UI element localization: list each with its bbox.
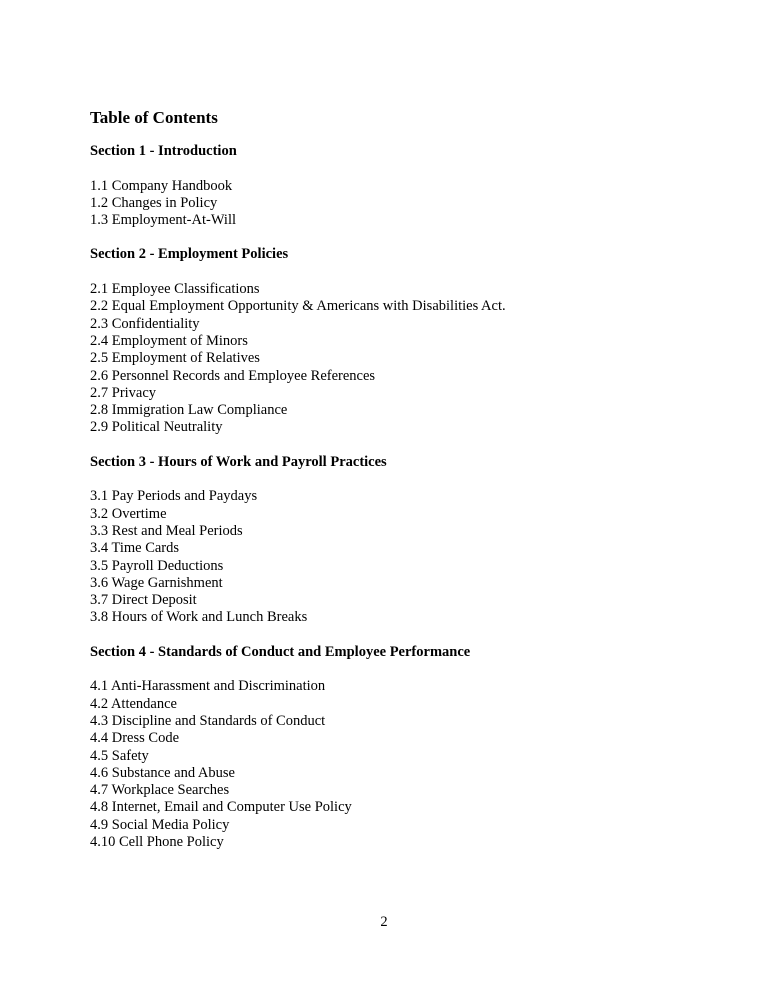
toc-entry: 3.5 Payroll Deductions xyxy=(90,557,224,574)
toc-entry: 3.8 Hours of Work and Lunch Breaks xyxy=(90,609,308,626)
toc-section xyxy=(90,246,710,436)
toc-entry: 4.2 Attendance xyxy=(90,695,177,712)
toc-entry: 2.7 Privacy xyxy=(90,384,157,401)
toc-entry: 2.3 Confidentiality xyxy=(90,315,200,332)
toc-entry: 4.5 Safety xyxy=(90,747,149,764)
section-entry-list xyxy=(90,281,710,437)
toc-entry: 4.1 Anti-Harassment and Discrimination xyxy=(90,678,326,695)
toc-entry: 2.8 Immigration Law Compliance xyxy=(90,402,288,419)
section-entry-list xyxy=(90,488,710,626)
section-heading: Section 1 - Introduction xyxy=(90,143,237,159)
toc-entry: 4.10 Cell Phone Policy xyxy=(90,833,224,850)
toc-entry: 4.6 Substance and Abuse xyxy=(90,764,235,781)
toc-entry: 4.3 Discipline and Standards of Conduct xyxy=(90,712,326,729)
toc-section xyxy=(90,454,710,627)
toc-entry: 4.8 Internet, Email and Computer Use Policy xyxy=(90,799,352,816)
toc-section xyxy=(90,644,710,852)
toc-entry: 4.4 Dress Code xyxy=(90,730,180,747)
toc-entry: 3.7 Direct Deposit xyxy=(90,592,197,609)
toc-entry: 2.9 Political Neutrality xyxy=(90,419,223,436)
toc-entry: 2.6 Personnel Records and Employee References xyxy=(90,367,376,384)
toc-entry: 3.2 Overtime xyxy=(90,505,167,522)
toc-entry: 2.5 Employment of Relatives xyxy=(90,350,260,367)
toc-entry: 4.9 Social Media Policy xyxy=(90,816,230,833)
toc-entry: 2.2 Equal Employment Opportunity & Americans with Disabilities Act. xyxy=(90,298,506,315)
toc-entry: 3.6 Wage Garnishment xyxy=(90,574,223,591)
toc-entry: 1.3 Employment-At-Will xyxy=(90,212,237,229)
section-heading: Section 2 - Employment Policies xyxy=(90,246,289,263)
toc-title: Table of Contents xyxy=(90,108,218,127)
toc-entry: 1.2 Changes in Policy xyxy=(90,194,218,211)
table-of-contents xyxy=(90,108,710,868)
toc-entry: 2.4 Employment of Minors xyxy=(90,332,248,349)
toc-entry: 3.3 Rest and Meal Periods xyxy=(90,522,243,539)
toc-sections xyxy=(90,143,710,851)
toc-entry: 2.1 Employee Classifications xyxy=(90,281,260,298)
page-number: 2 xyxy=(380,914,388,930)
toc-entry: 3.1 Pay Periods and Paydays xyxy=(90,488,258,505)
section-heading: Section 3 - Hours of Work and Payroll Practices xyxy=(90,453,387,470)
toc-entry: 1.1 Company Handbook xyxy=(90,177,233,194)
toc-section xyxy=(90,143,710,229)
toc-entry: 4.7 Workplace Searches xyxy=(90,782,230,799)
section-entry-list xyxy=(90,678,710,851)
section-entry-list xyxy=(90,178,710,230)
toc-entry: 3.4 Time Cards xyxy=(90,540,180,557)
section-heading: Section 4 - Standards of Conduct and Employee Performance xyxy=(90,643,471,660)
